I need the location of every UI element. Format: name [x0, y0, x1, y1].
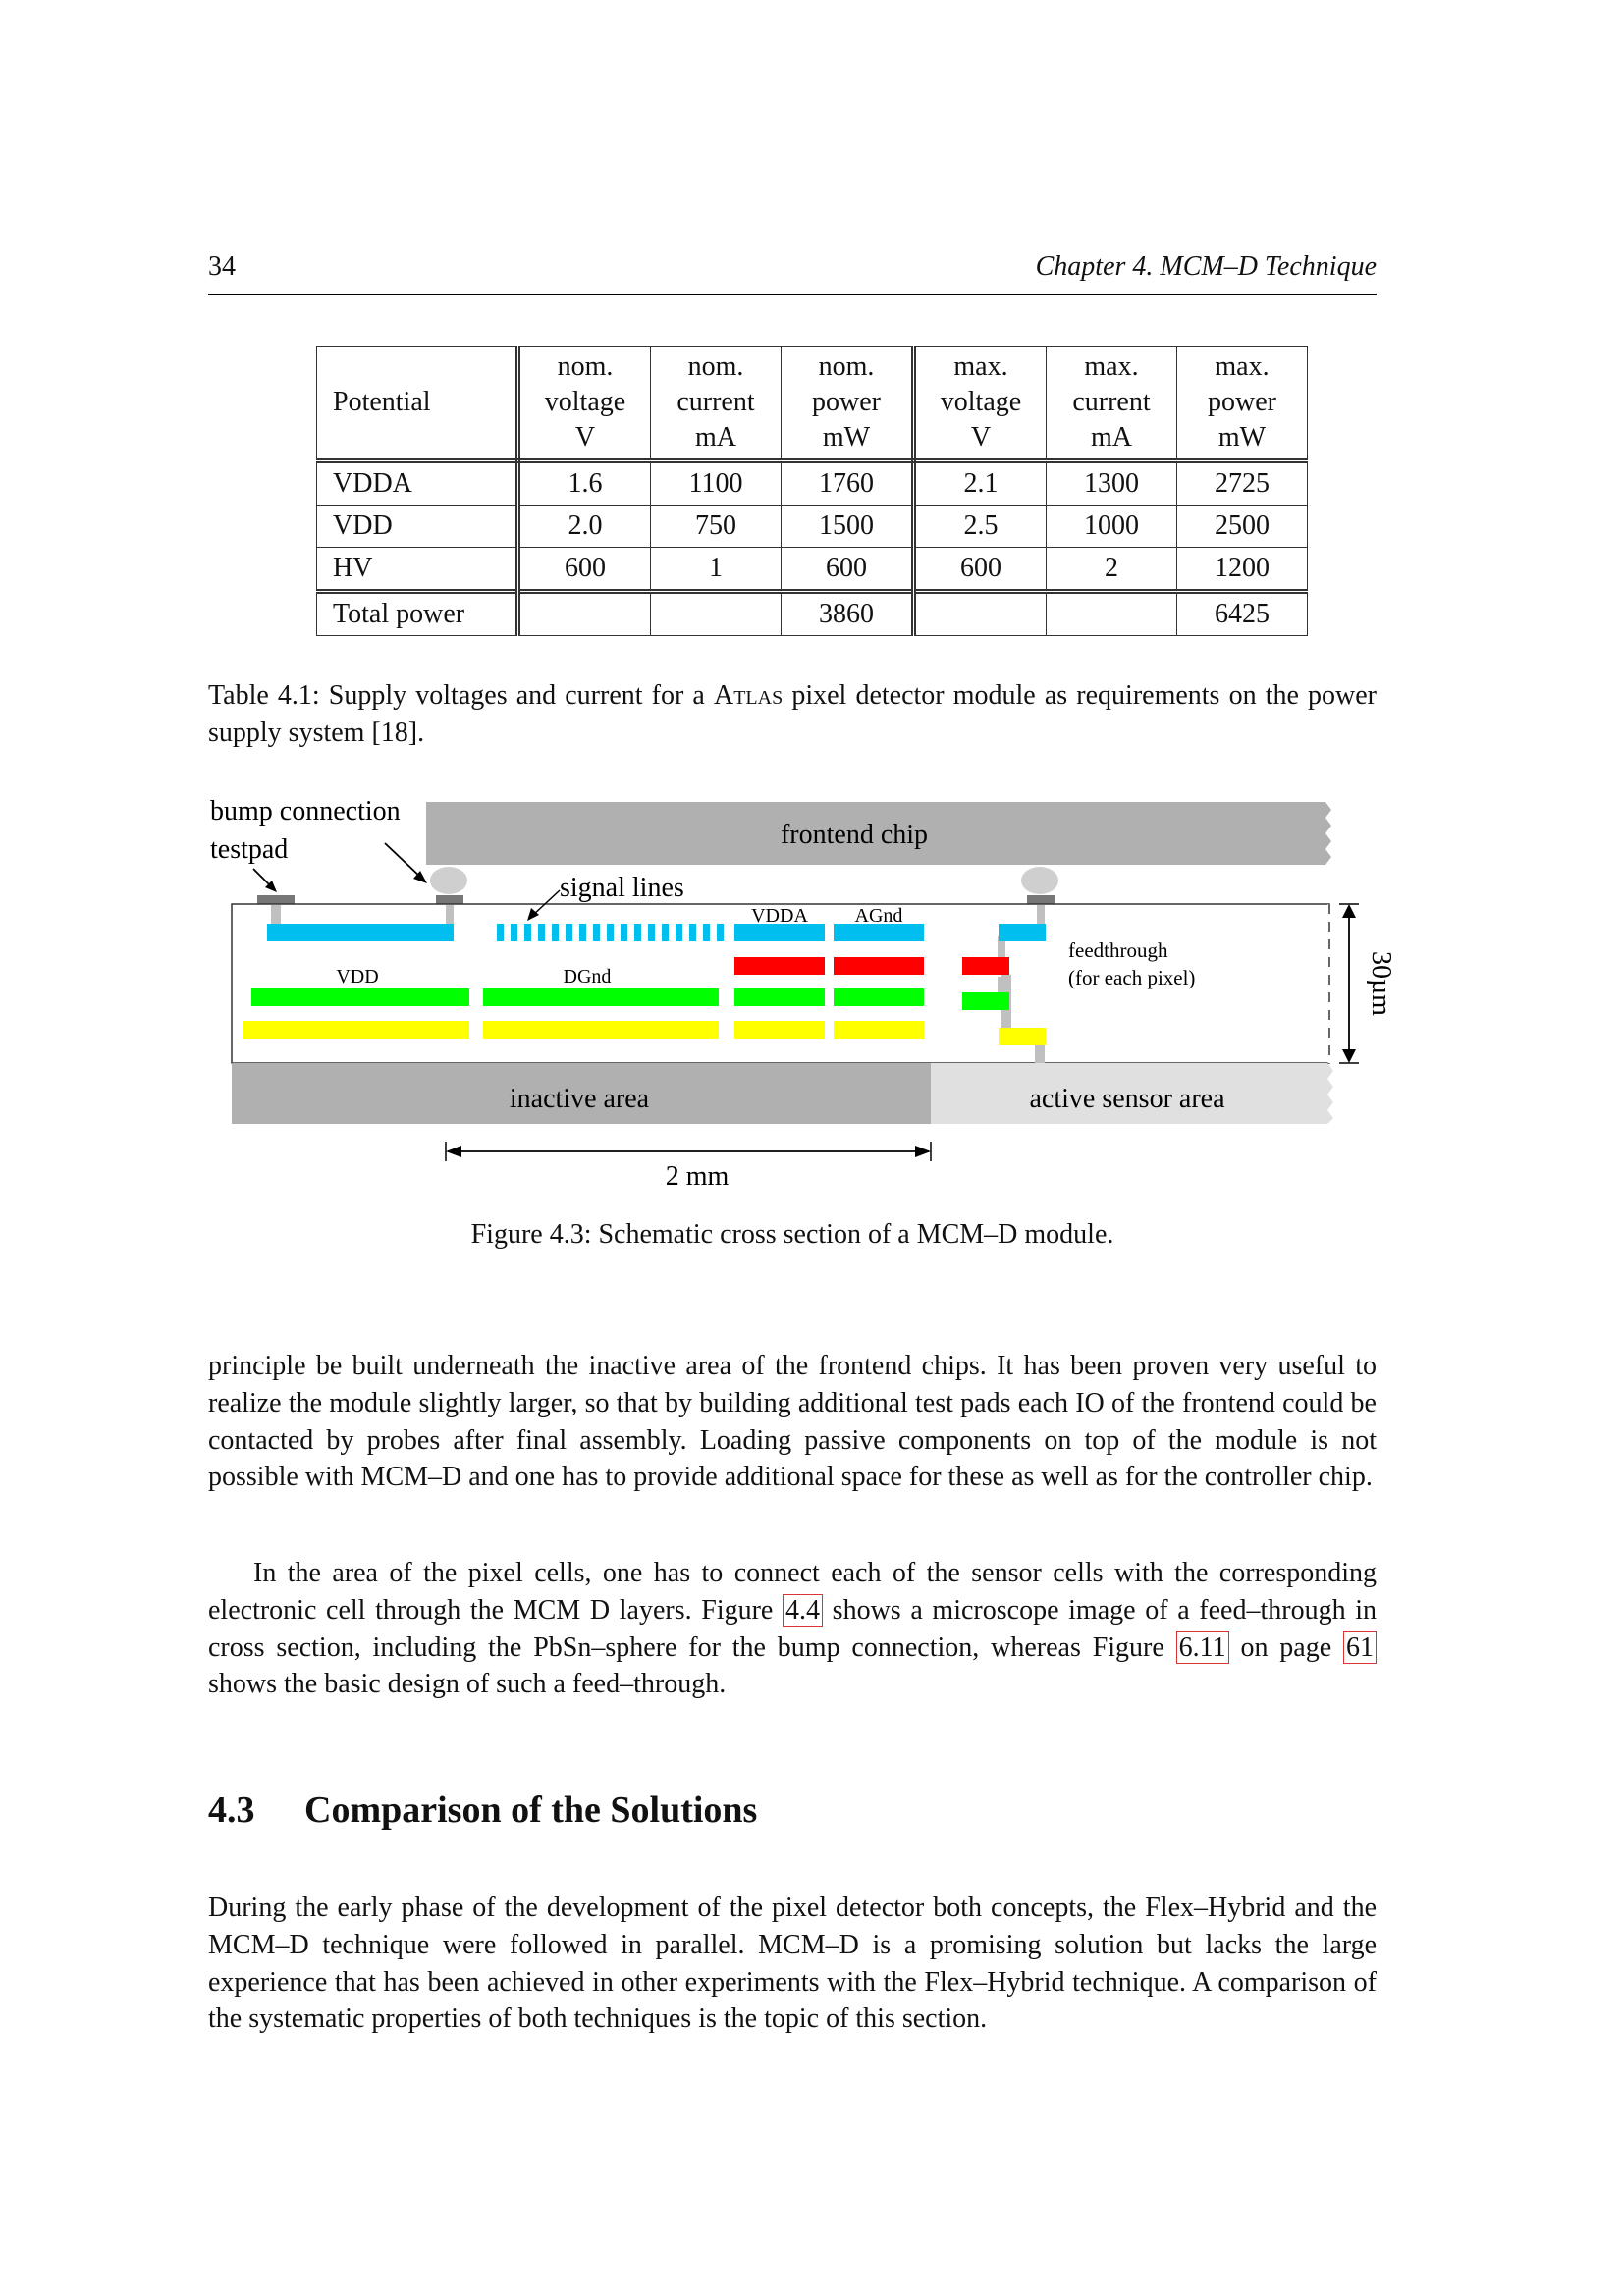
yellow-layer — [734, 1021, 825, 1039]
cyan-layer — [267, 924, 454, 941]
frontend-chip-label: frontend chip — [780, 820, 929, 850]
signal-lines — [497, 924, 724, 941]
bump-connection-label: bump connection — [210, 800, 401, 827]
table-cell: 2.1 — [914, 461, 1047, 506]
green-layer — [483, 988, 719, 1006]
vdda-label: VDDA — [751, 905, 808, 927]
table-header-cell: max. power mW — [1177, 347, 1308, 461]
table-cell — [1047, 592, 1177, 636]
body-paragraph: principle be built underneath the inactive area of the frontend chips. It has been proven very useful to realize the module slightly larger, so that by building additional test pads each IO of the frontend could be contacted by probes after final assembly. Loading passive components on top of the module is not possible with MCM–D and one has to provide additional space for these as well as for the controller chip. — [208, 1351, 1377, 1493]
green-layer — [962, 992, 1009, 1010]
bump-arrow — [385, 843, 422, 879]
testpad-label: testpad — [210, 834, 289, 865]
inactive-area-label: inactive area — [509, 1084, 650, 1114]
table-header-cell: nom. current mA — [651, 347, 782, 461]
table-cell — [651, 592, 782, 636]
table-cell: 600 — [518, 548, 651, 592]
table-cell: 2.5 — [914, 506, 1047, 548]
table-cell: 1200 — [1177, 548, 1308, 592]
bump-sphere — [430, 867, 467, 894]
figure-caption: Figure 4.3: Schematic cross section of a MCM–D module. — [470, 1219, 1114, 1250]
red-layer — [734, 957, 825, 975]
green-layer — [834, 988, 924, 1006]
table-row — [317, 506, 1308, 548]
table-cell: VDD — [317, 506, 518, 548]
green-layer — [734, 988, 825, 1006]
chapter-title: Chapter 4. MCM–D Technique — [1035, 251, 1377, 282]
table-cell: HV — [317, 548, 518, 592]
table-caption: Table 4.1: Supply voltages and current for a Atlas pixel detector module as requirements on the power supply system [18]. — [208, 680, 1377, 748]
table-header-cell: nom. power mW — [782, 347, 914, 461]
via — [271, 905, 281, 925]
table-cell: 600 — [782, 548, 914, 592]
active-sensor-area-label: active sensor area — [1029, 1084, 1225, 1114]
table-cell: 2500 — [1177, 506, 1308, 548]
table-row — [317, 461, 1308, 506]
table-header-cell: nom. voltage V — [518, 347, 651, 461]
feedthrough-via — [1035, 1043, 1045, 1063]
yellow-layer — [999, 1028, 1046, 1045]
bump-sphere — [1021, 867, 1058, 894]
for-each-pixel-label: (for each pixel) — [1068, 966, 1196, 989]
body-paragraph: In the area of the pixel cells, one has to connect each of the sensor cells with the corresponding electronic cell through the MCM D layers. Figure 4.4 shows a microscope image of a feed–through in cross section, including the PbSn–sphere for the bump connection, whereas Figure 6.11 on page 61 shows the basic design of such a feed–through. — [208, 1558, 1378, 1700]
red-layer — [962, 957, 1009, 975]
body-paragraph: During the early phase of the development of the pixel detector both concepts, the Flex–Hybrid and the MCM–D technique were followed in parallel. MCM–D is a promising solution but lacks the large experience that has been achieved in other experiments with the Flex–Hybrid technique. A comparison of the systematic properties of both techniques is the topic of this section. — [208, 1893, 1377, 2035]
table-header-cell: max. current mA — [1047, 347, 1177, 461]
table-total-row — [317, 592, 1308, 636]
page-ref-link[interactable]: 61 — [1343, 1631, 1377, 1664]
table-cell: 750 — [651, 506, 782, 548]
signal-lines-label: signal lines — [560, 873, 684, 903]
thickness-label: 30µm — [1366, 951, 1396, 1016]
agnd-label: AGnd — [854, 905, 903, 927]
figure-ref-link[interactable]: 6.11 — [1176, 1631, 1229, 1664]
table-cell: VDDA — [317, 461, 518, 506]
supply-table — [316, 346, 1308, 636]
table-cell: Total power — [317, 592, 518, 636]
section-heading — [208, 1789, 757, 1832]
table-header-cell: max. voltage V — [914, 347, 1047, 461]
figure-ref-link[interactable]: 4.4 — [783, 1594, 823, 1627]
vdd-label: VDD — [336, 966, 379, 988]
mcm-d-cross-section — [208, 800, 1421, 1193]
table-cell: 2.0 — [518, 506, 651, 548]
yellow-layer — [834, 1021, 924, 1039]
via — [1037, 905, 1045, 925]
table-cell: 2725 — [1177, 461, 1308, 506]
feedthrough-label: feedthrough — [1068, 938, 1168, 962]
table-cell: 6425 — [1177, 592, 1308, 636]
table-header-cell: Potential — [317, 347, 518, 461]
via — [446, 905, 454, 925]
table-cell: 1 — [651, 548, 782, 592]
yellow-layer — [243, 1021, 469, 1039]
table-cell: 1000 — [1047, 506, 1177, 548]
dgnd-label: DGnd — [563, 966, 612, 988]
table-cell — [914, 592, 1047, 636]
distance-label: 2 mm — [665, 1161, 730, 1192]
table-cell: 1500 — [782, 506, 914, 548]
green-layer — [251, 988, 469, 1006]
page-number: 34 — [208, 251, 236, 282]
red-layer — [834, 957, 924, 975]
table-cell: 3860 — [782, 592, 914, 636]
cyan-layer — [999, 924, 1046, 941]
table-cell: 1.6 — [518, 461, 651, 506]
section-title: Comparison of the Solutions — [304, 1789, 758, 1831]
table-cell: 2 — [1047, 548, 1177, 592]
table-cell: 1300 — [1047, 461, 1177, 506]
table-cell — [518, 592, 651, 636]
table-cell: 1760 — [782, 461, 914, 506]
section-number: 4.3 — [208, 1789, 255, 1831]
table-cell: 1100 — [651, 461, 782, 506]
table-cell: 600 — [914, 548, 1047, 592]
yellow-layer — [483, 1021, 719, 1039]
table-header-row — [317, 347, 1308, 461]
page-header — [208, 247, 1377, 295]
table-row — [317, 548, 1308, 592]
